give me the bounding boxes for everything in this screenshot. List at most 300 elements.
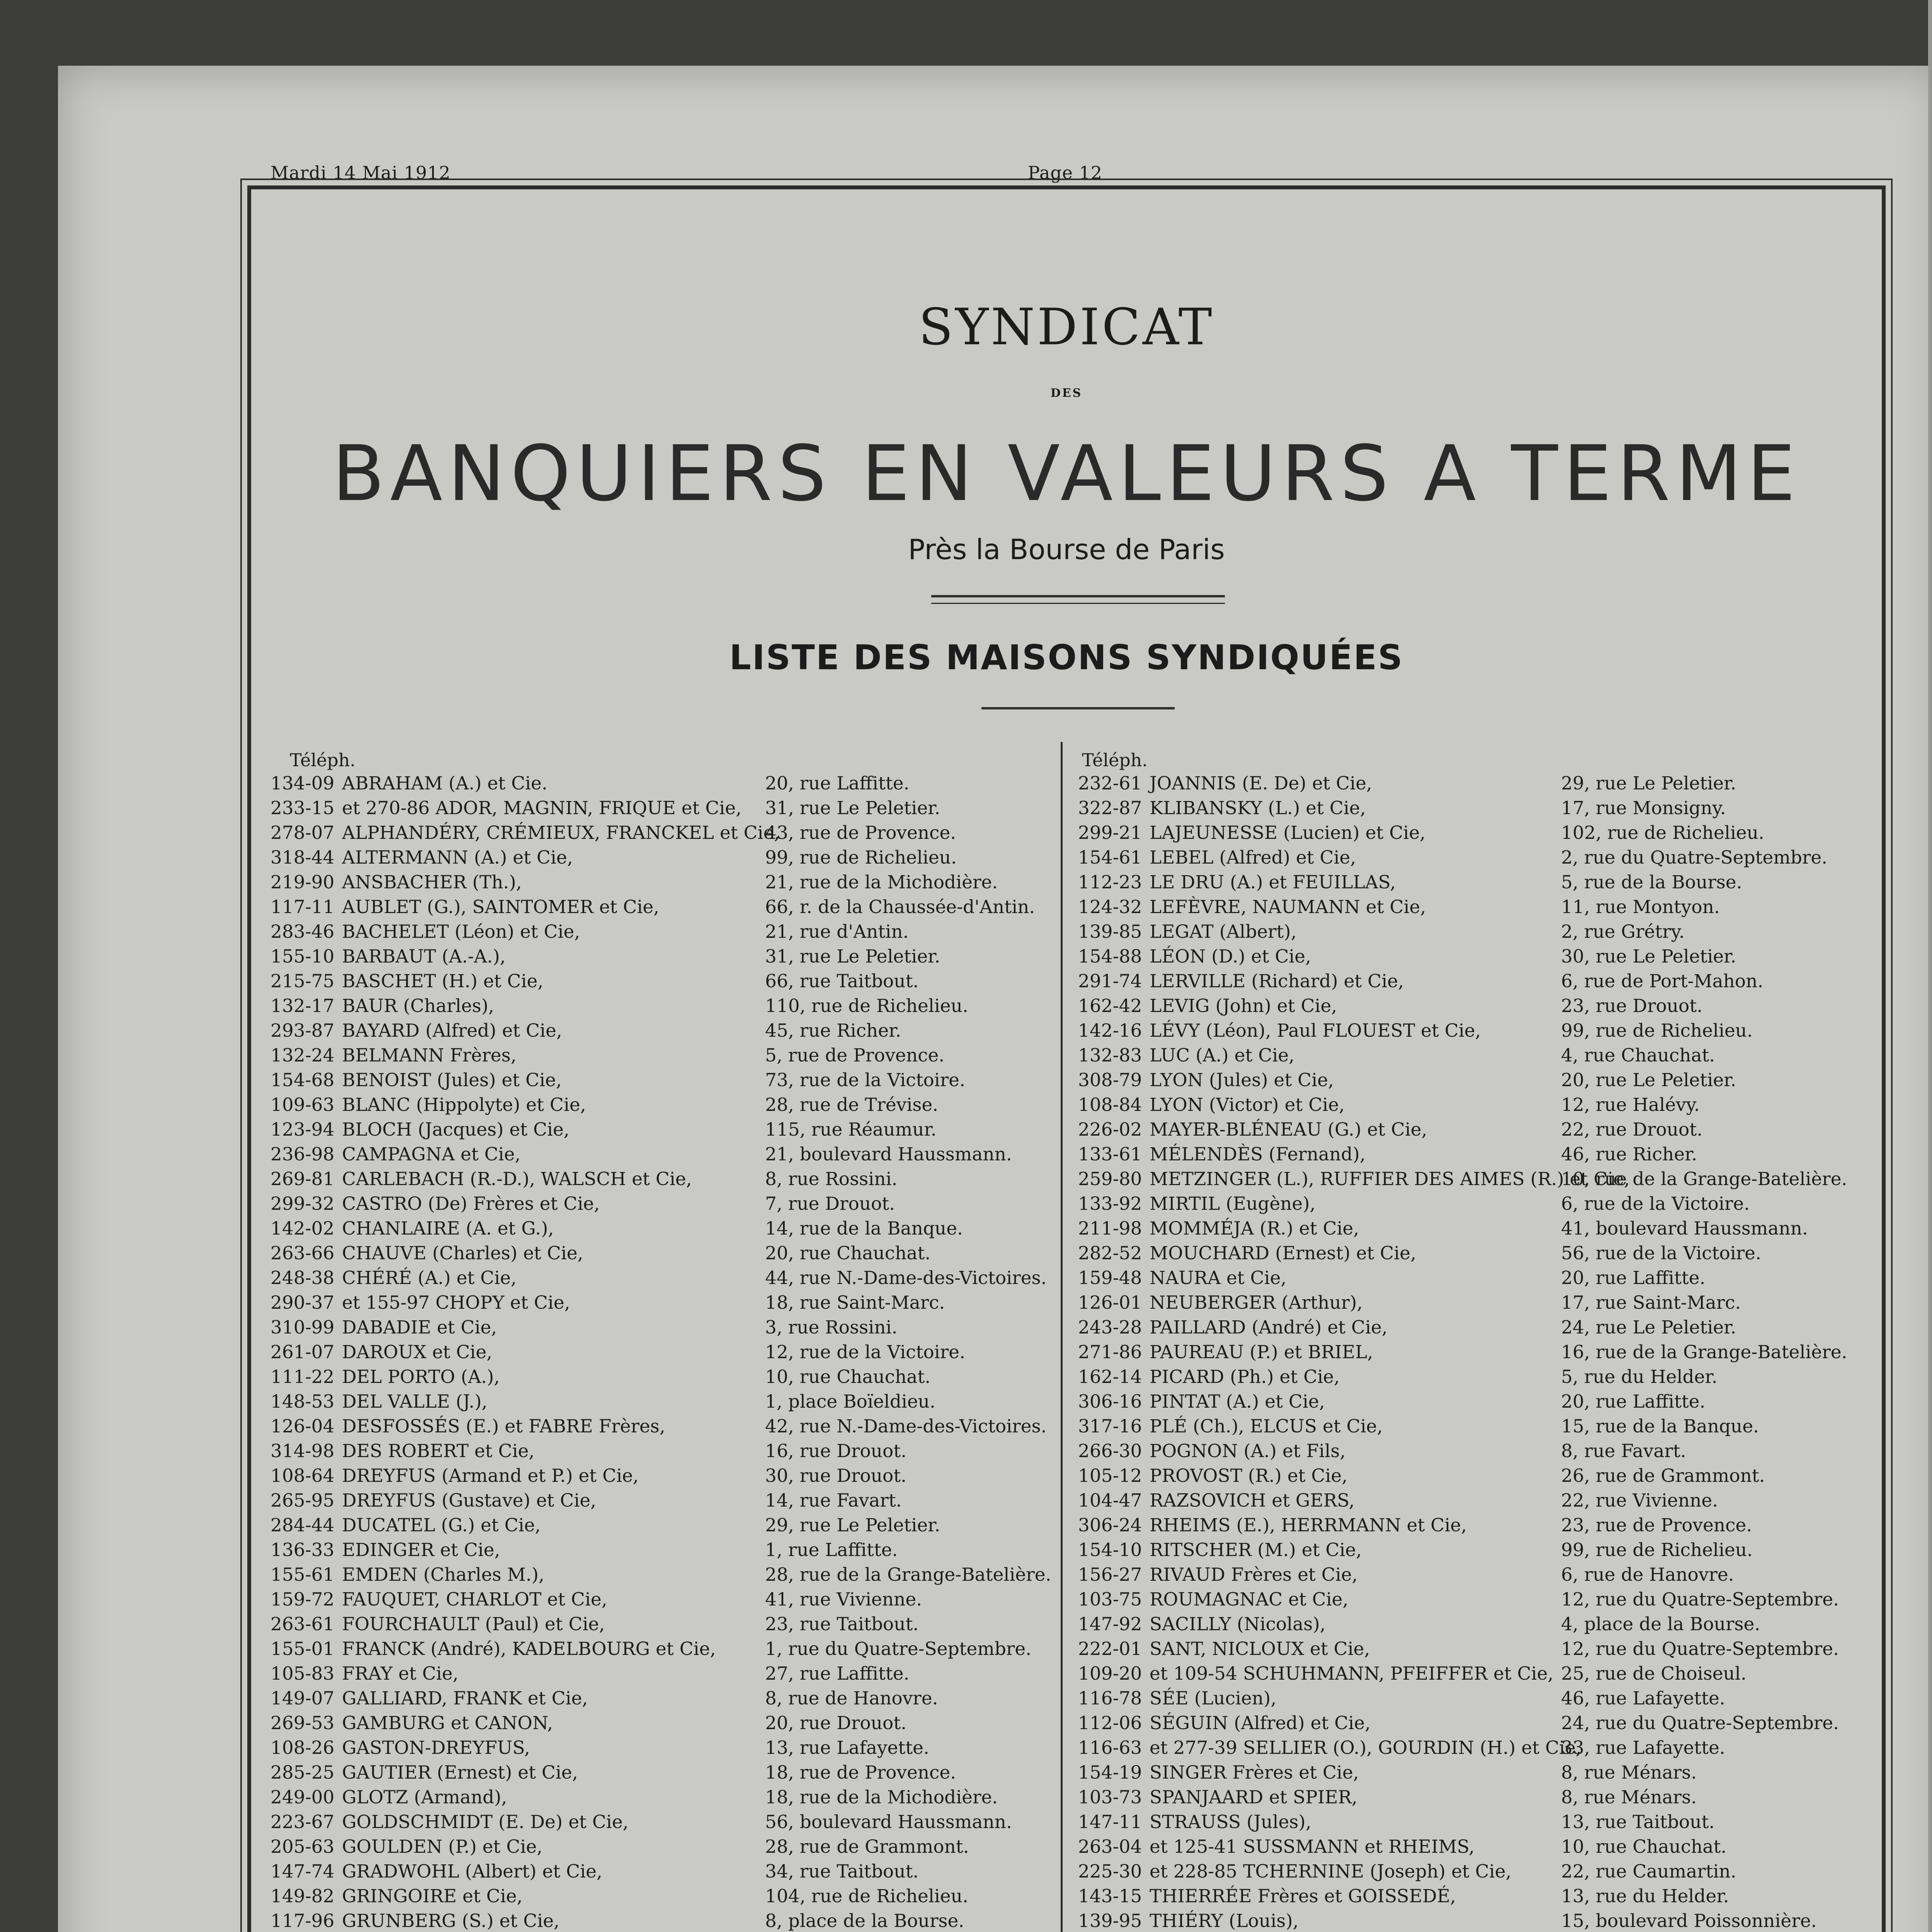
member-name: ABRAHAM (A.) et Cie.	[342, 773, 548, 794]
member-name: LUC (A.) et Cie,	[1150, 1045, 1295, 1066]
member-row	[270, 1465, 1051, 1490]
member-row	[1078, 1193, 1874, 1218]
member-name: BASCHET (H.) et Cie,	[342, 971, 544, 992]
member-address: 14, rue de la Banque.	[765, 1218, 963, 1239]
member-address: 110, rue de Richelieu.	[765, 995, 968, 1017]
member-address: 25, rue de Choiseul.	[1561, 1663, 1747, 1684]
column-header-left: Téléph.	[290, 750, 355, 770]
member-name: LÉON (D.) et Cie,	[1150, 946, 1311, 967]
member-phone: 306-24	[1078, 1515, 1142, 1536]
member-row	[1078, 1910, 1874, 1932]
member-address: 13, rue Lafayette.	[765, 1737, 929, 1759]
member-address: 6, rue de Port-Mahon.	[1561, 971, 1764, 992]
member-phone: 149-07	[270, 1688, 335, 1709]
member-address: 8, place de la Bourse.	[765, 1910, 964, 1932]
member-row	[270, 1267, 1051, 1292]
member-address: 41, rue Vivienne.	[765, 1589, 922, 1610]
member-address: 12, rue de la Victoire.	[765, 1342, 965, 1363]
member-name: FRANCK (André), KADELBOURG et Cie,	[342, 1638, 716, 1660]
member-address: 28, rue de la Grange-Batelière.	[765, 1564, 1051, 1585]
member-row	[1078, 1515, 1874, 1539]
member-name: LÉVY (Léon), Paul FLOUEST et Cie,	[1150, 1020, 1481, 1041]
member-name: LEVIG (John) et Cie,	[1150, 995, 1337, 1017]
member-row	[270, 1218, 1051, 1243]
member-address: 5, rue de Provence.	[765, 1045, 945, 1066]
member-phone: 314-98	[270, 1440, 335, 1462]
member-phone: 105-12	[1078, 1465, 1142, 1486]
member-row	[1078, 1317, 1874, 1342]
member-row	[270, 1342, 1051, 1366]
member-row	[270, 1737, 1051, 1762]
member-phone: 159-72	[270, 1589, 335, 1610]
member-row	[270, 1440, 1051, 1465]
member-row	[270, 1787, 1051, 1811]
member-phone: 266-30	[1078, 1440, 1142, 1462]
member-name: SANT, NICLOUX et Cie,	[1150, 1638, 1370, 1660]
member-name: LEBEL (Alfred) et Cie,	[1150, 847, 1356, 868]
member-name: LERVILLE (Richard) et Cie,	[1150, 971, 1404, 992]
member-row	[270, 1119, 1051, 1144]
member-phone: 156-27	[1078, 1564, 1142, 1585]
member-name: GAMBURG et CANON,	[342, 1713, 553, 1734]
member-phone: 249-00	[270, 1787, 335, 1808]
member-name: FOURCHAULT (Paul) et Cie,	[342, 1614, 605, 1635]
member-phone: 116-63	[1078, 1737, 1142, 1759]
member-row	[1078, 1861, 1874, 1886]
member-row	[270, 1292, 1051, 1317]
member-name: ANSBACHER (Th.),	[342, 872, 522, 893]
member-address: 31, rue Le Peletier.	[765, 946, 940, 967]
member-phone: 154-68	[270, 1070, 335, 1091]
member-address: 41, boulevard Haussmann.	[1561, 1218, 1808, 1239]
member-row	[1078, 1168, 1874, 1193]
member-row	[270, 773, 1051, 798]
member-row	[270, 1564, 1051, 1589]
member-phone: 109-20	[1078, 1663, 1142, 1684]
member-row	[1078, 995, 1874, 1020]
member-phone: 108-64	[270, 1465, 335, 1486]
member-name: MOUCHARD (Ernest) et Cie,	[1150, 1243, 1417, 1264]
member-row	[1078, 1342, 1874, 1366]
member-address: 33, rue Lafayette.	[1561, 1737, 1725, 1759]
member-address: 7, rue Drouot.	[765, 1193, 895, 1214]
member-address: 20, rue Laffitte.	[1561, 1391, 1706, 1412]
member-address: 2, rue du Quatre-Septembre.	[1561, 847, 1828, 868]
member-phone: 243-28	[1078, 1317, 1142, 1338]
member-phone: 225-30	[1078, 1861, 1142, 1882]
member-name: LYON (Victor) et Cie,	[1150, 1094, 1345, 1116]
member-phone: 147-11	[1078, 1811, 1142, 1833]
member-row	[1078, 1440, 1874, 1465]
title-des: DES	[1050, 386, 1083, 400]
member-phone: 136-33	[270, 1539, 335, 1561]
member-row	[1078, 1836, 1874, 1861]
member-address: 23, rue Drouot.	[1561, 995, 1703, 1017]
member-name: LEGAT (Albert),	[1150, 921, 1297, 942]
member-phone: 271-86	[1078, 1342, 1142, 1363]
member-row	[270, 847, 1051, 872]
member-row	[1078, 1045, 1874, 1070]
member-address: 20, rue Laffitte.	[765, 773, 910, 794]
member-phone: 124-32	[1078, 896, 1142, 918]
member-address: 8, rue Ménars.	[1561, 1787, 1697, 1808]
member-address: 29, rue Le Peletier.	[765, 1515, 940, 1536]
member-address: 99, rue de Richelieu.	[765, 847, 957, 868]
member-row	[1078, 1218, 1874, 1243]
title-syndicat: SYNDICAT	[918, 298, 1214, 356]
member-phone: 269-53	[270, 1713, 335, 1734]
member-phone: 117-11	[270, 896, 335, 918]
member-phone: 293-87	[270, 1020, 335, 1041]
member-row	[1078, 1886, 1874, 1910]
member-row	[270, 1243, 1051, 1267]
member-address: 8, rue Favart.	[1561, 1440, 1686, 1462]
member-address: 22, rue Vivienne.	[1561, 1490, 1718, 1511]
list-rule	[981, 707, 1175, 709]
list-title: LISTE DES MAISONS SYNDIQUÉES	[729, 638, 1404, 677]
member-address: 13, rue du Helder.	[1561, 1886, 1729, 1907]
member-name: ALPHANDÉRY, CRÉMIEUX, FRANCKEL et Cie,	[342, 822, 780, 844]
member-name: CARLEBACH (R.-D.), WALSCH et Cie,	[342, 1168, 692, 1190]
member-phone: 147-92	[1078, 1614, 1142, 1635]
member-address: 56, boulevard Haussmann.	[765, 1811, 1012, 1833]
member-phone: 211-98	[1078, 1218, 1142, 1239]
member-phone: 132-83	[1078, 1045, 1142, 1066]
member-address: 30, rue Drouot.	[765, 1465, 907, 1486]
member-phone: 263-66	[270, 1243, 335, 1264]
member-row	[1078, 1243, 1874, 1267]
member-name: EDINGER et Cie,	[342, 1539, 500, 1561]
member-name: MIRTIL (Eugène),	[1150, 1193, 1316, 1214]
member-address: 27, rue Laffitte.	[765, 1663, 910, 1684]
member-name: BLANC (Hippolyte) et Cie,	[342, 1094, 586, 1116]
member-address: 22, rue Caumartin.	[1561, 1861, 1736, 1882]
member-row	[1078, 1391, 1874, 1416]
member-address: 18, rue de Provence.	[765, 1762, 956, 1783]
member-row	[270, 896, 1051, 921]
member-row	[1078, 1564, 1874, 1589]
member-row	[1078, 971, 1874, 995]
member-row	[270, 921, 1051, 946]
member-address: 8, rue Rossini.	[765, 1168, 898, 1190]
member-name: DAROUX et Cie,	[342, 1342, 492, 1363]
member-name: BELMANN Frères,	[342, 1045, 517, 1066]
member-list-right	[1078, 773, 1874, 1932]
member-row	[270, 1416, 1051, 1440]
member-phone: 154-61	[1078, 847, 1142, 868]
member-row	[1078, 1070, 1874, 1094]
member-name: GOLDSCHMIDT (E. De) et Cie,	[342, 1811, 629, 1833]
member-name: CHANLAIRE (A. et G.),	[342, 1218, 554, 1239]
member-phone: 133-92	[1078, 1193, 1142, 1214]
member-name: PLÉ (Ch.), ELCUS et Cie,	[1150, 1416, 1383, 1437]
member-name: RIVAUD Frères et Cie,	[1150, 1564, 1358, 1585]
member-phone: 154-10	[1078, 1539, 1142, 1561]
member-phone: 105-83	[270, 1663, 335, 1684]
member-address: 12, rue Halévy.	[1561, 1094, 1700, 1116]
member-phone: 149-82	[270, 1886, 335, 1907]
member-address: 21, rue de la Michodière.	[765, 872, 998, 893]
member-name: et 109-54 SCHUHMANN, PFEIFFER et Cie,	[1150, 1663, 1554, 1684]
member-name: RITSCHER (M.) et Cie,	[1150, 1539, 1362, 1561]
member-phone: 299-32	[270, 1193, 335, 1214]
member-name: ALTERMANN (A.) et Cie,	[342, 847, 573, 868]
member-row	[1078, 1094, 1874, 1119]
member-address: 34, rue Taitbout.	[765, 1861, 919, 1882]
member-name: STRAUSS (Jules),	[1150, 1811, 1311, 1833]
member-address: 18, rue de la Michodière.	[765, 1787, 998, 1808]
member-address: 15, rue de la Banque.	[1561, 1416, 1759, 1437]
member-name: BENOIST (Jules) et Cie,	[342, 1070, 562, 1091]
member-phone: 155-01	[270, 1638, 335, 1660]
member-phone: 155-61	[270, 1564, 335, 1585]
member-name: JOANNIS (E. De) et Cie,	[1150, 773, 1372, 794]
member-address: 2, rue Grétry.	[1561, 921, 1685, 942]
member-name: LAJEUNESSE (Lucien) et Cie,	[1150, 822, 1426, 844]
member-name: ROUMAGNAC et Cie,	[1150, 1589, 1349, 1610]
member-phone: 104-47	[1078, 1490, 1142, 1511]
member-address: 12, rue du Quatre-Septembre.	[1561, 1589, 1839, 1610]
member-row	[1078, 1465, 1874, 1490]
member-name: PAUREAU (P.) et BRIEL,	[1150, 1342, 1373, 1363]
member-phone: 117-96	[270, 1910, 335, 1932]
member-row	[1078, 921, 1874, 946]
member-name: FAUQUET, CHARLOT et Cie,	[342, 1589, 607, 1610]
title-main: BANQUIERS EN VALEURS A TERME	[332, 429, 1801, 518]
member-address: 22, rue Drouot.	[1561, 1119, 1703, 1140]
member-name: RAZSOVICH et GERS,	[1150, 1490, 1355, 1511]
member-name: GRINGOIRE et Cie,	[342, 1886, 523, 1907]
member-row	[270, 1638, 1051, 1663]
member-row	[270, 1910, 1051, 1932]
member-row	[1078, 1539, 1874, 1564]
member-phone: 223-67	[270, 1811, 335, 1833]
member-address: 11, rue Montyon.	[1561, 896, 1720, 918]
member-row	[270, 1490, 1051, 1515]
member-row	[270, 1045, 1051, 1070]
member-address: 23, rue de Provence.	[1561, 1515, 1752, 1536]
member-address: 26, rue de Grammont.	[1561, 1465, 1765, 1486]
member-name: LEFÈVRE, NAUMANN et Cie,	[1150, 896, 1426, 918]
member-phone: 248-38	[270, 1267, 335, 1289]
member-address: 21, rue d'Antin.	[765, 921, 909, 942]
member-name: GLOTZ (Armand),	[342, 1787, 507, 1808]
member-phone: 132-24	[270, 1045, 335, 1066]
member-name: BARBAUT (A.-A.),	[342, 946, 506, 967]
member-row	[1078, 946, 1874, 971]
member-address: 10, rue Chauchat.	[1561, 1836, 1727, 1857]
member-row	[270, 872, 1051, 896]
member-name: DEL PORTO (A.),	[342, 1366, 500, 1388]
member-name: CHAUVE (Charles) et Cie,	[342, 1243, 583, 1264]
member-list-left	[270, 773, 1051, 1932]
member-row	[270, 1539, 1051, 1564]
member-row	[270, 1070, 1051, 1094]
member-phone: 308-79	[1078, 1070, 1142, 1091]
member-address: 56, rue de la Victoire.	[1561, 1243, 1761, 1264]
member-row	[270, 946, 1051, 971]
member-address: 28, rue de Grammont.	[765, 1836, 969, 1857]
member-phone: 265-95	[270, 1490, 335, 1511]
member-address: 18, rue Saint-Marc.	[765, 1292, 945, 1313]
member-row	[1078, 1589, 1874, 1614]
member-row	[1078, 1119, 1874, 1144]
member-row	[270, 1886, 1051, 1910]
member-row	[1078, 1614, 1874, 1638]
member-name: DESFOSSÉS (E.) et FABRE Frères,	[342, 1416, 665, 1437]
member-phone: 310-99	[270, 1317, 335, 1338]
member-row	[270, 1861, 1051, 1886]
member-name: EMDEN (Charles M.),	[342, 1564, 544, 1585]
member-row	[1078, 847, 1874, 872]
member-address: 30, rue Le Peletier.	[1561, 946, 1736, 967]
member-phone: 112-23	[1078, 872, 1142, 893]
member-name: GALLIARD, FRANK et Cie,	[342, 1688, 588, 1709]
member-name: et 270-86 ADOR, MAGNIN, FRIQUE et Cie,	[342, 798, 742, 819]
member-address: 99, rue de Richelieu.	[1561, 1020, 1753, 1041]
member-name: SINGER Frères et Cie,	[1150, 1762, 1359, 1783]
member-address: 13, rue Taitbout.	[1561, 1811, 1715, 1833]
member-name: MAYER-BLÉNEAU (G.) et Cie,	[1150, 1119, 1427, 1140]
member-row	[270, 1713, 1051, 1737]
member-row	[270, 1366, 1051, 1391]
member-name: PICARD (Ph.) et Cie,	[1150, 1366, 1340, 1388]
column-header-right: Téléph.	[1082, 750, 1148, 770]
member-name: et 125-41 SUSSMANN et RHEIMS,	[1150, 1836, 1475, 1857]
member-phone: 261-07	[270, 1342, 335, 1363]
member-address: 29, rue Le Peletier.	[1561, 773, 1736, 794]
member-name: SÉGUIN (Alfred) et Cie,	[1150, 1713, 1371, 1734]
member-row	[1078, 1416, 1874, 1440]
member-phone: 269-81	[270, 1168, 335, 1190]
member-name: PINTAT (A.) et Cie,	[1150, 1391, 1325, 1412]
member-address: 4, rue Chauchat.	[1561, 1045, 1715, 1066]
member-phone: 306-16	[1078, 1391, 1142, 1412]
member-name: SPANJAARD et SPIER,	[1150, 1787, 1357, 1808]
member-phone: 108-84	[1078, 1094, 1142, 1116]
member-phone: 116-78	[1078, 1688, 1142, 1709]
member-name: PAILLARD (André) et Cie,	[1150, 1317, 1388, 1338]
header-date: Mardi 14 Mai 1912	[270, 162, 451, 183]
member-row	[270, 1663, 1051, 1688]
member-row	[1078, 773, 1874, 798]
member-row	[270, 1094, 1051, 1119]
member-name: DUCATEL (G.) et Cie,	[342, 1515, 541, 1536]
member-phone: 134-09	[270, 773, 335, 794]
member-row	[270, 971, 1051, 995]
member-address: 16, rue Drouot.	[765, 1440, 907, 1462]
member-phone: 103-75	[1078, 1589, 1142, 1610]
member-address: 20, rue Chauchat.	[765, 1243, 931, 1264]
member-address: 1, rue du Quatre-Septembre.	[765, 1638, 1032, 1660]
member-phone: 284-44	[270, 1515, 335, 1536]
member-name: NEUBERGER (Arthur),	[1150, 1292, 1363, 1313]
member-address: 99, rue de Richelieu.	[1561, 1539, 1753, 1561]
member-address: 46, rue Lafayette.	[1561, 1688, 1725, 1709]
member-phone: 290-37	[270, 1292, 335, 1313]
member-row	[1078, 1020, 1874, 1045]
member-address: 24, rue Le Peletier.	[1561, 1317, 1736, 1338]
member-name: BLOCH (Jacques) et Cie,	[342, 1119, 570, 1140]
member-name: DABADIE et Cie,	[342, 1317, 497, 1338]
member-phone: 283-46	[270, 921, 335, 942]
member-address: 24, rue du Quatre-Septembre.	[1561, 1713, 1839, 1734]
member-row	[270, 1193, 1051, 1218]
member-phone: 139-85	[1078, 921, 1142, 942]
member-address: 20, rue Laffitte.	[1561, 1267, 1706, 1289]
member-name: SACILLY (Nicolas),	[1150, 1614, 1326, 1635]
member-phone: 162-14	[1078, 1366, 1142, 1388]
member-address: 20, rue Drouot.	[765, 1713, 907, 1734]
member-address: 31, rue Le Peletier.	[765, 798, 940, 819]
member-phone: 154-88	[1078, 946, 1142, 967]
member-phone: 155-10	[270, 946, 335, 967]
member-address: 8, rue de Hanovre.	[765, 1688, 938, 1709]
title-sub: Près la Bourse de Paris	[908, 533, 1225, 566]
member-name: DREYFUS (Armand et P.) et Cie,	[342, 1465, 639, 1486]
member-phone: 317-16	[1078, 1416, 1142, 1437]
member-row	[270, 1391, 1051, 1416]
member-address: 6, rue de Hanovre.	[1561, 1564, 1734, 1585]
member-phone: 263-04	[1078, 1836, 1142, 1857]
member-phone: 123-94	[270, 1119, 335, 1140]
header-page: Page 12	[1028, 162, 1103, 183]
member-name: BACHELET (Léon) et Cie,	[342, 921, 580, 942]
member-address: 10, rue Chauchat.	[765, 1366, 931, 1388]
member-row	[1078, 1638, 1874, 1663]
member-name: GRADWOHL (Albert) et Cie,	[342, 1861, 602, 1882]
member-phone: 215-75	[270, 971, 335, 992]
member-name: PROVOST (R.) et Cie,	[1150, 1465, 1348, 1486]
member-phone: 236-98	[270, 1144, 335, 1165]
member-name: DES ROBERT et Cie,	[342, 1440, 535, 1462]
member-address: 66, r. de la Chaussée-d'Antin.	[765, 896, 1035, 918]
member-name: MOMMÉJA (R.) et Cie,	[1150, 1218, 1359, 1239]
member-name: et 277-39 SELLIER (O.), GOURDIN (H.) et Cie,	[1150, 1737, 1582, 1759]
member-address: 1, place Boïeldieu.	[765, 1391, 935, 1412]
member-row	[270, 1589, 1051, 1614]
member-phone: 282-52	[1078, 1243, 1142, 1264]
member-address: 12, rue du Quatre-Septembre.	[1561, 1638, 1839, 1660]
member-row	[270, 1762, 1051, 1787]
member-name: NAURA et Cie,	[1150, 1267, 1287, 1289]
member-row	[1078, 822, 1874, 847]
member-name: THIERRÉE Frères et GOISSEDÉ,	[1150, 1886, 1456, 1907]
member-phone: 142-16	[1078, 1020, 1142, 1041]
member-row	[1078, 1490, 1874, 1515]
member-name: DREYFUS (Gustave) et Cie,	[342, 1490, 596, 1511]
member-name: et 155-97 CHOPY et Cie,	[342, 1292, 570, 1313]
member-name: et 228-85 TCHERNINE (Joseph) et Cie,	[1150, 1861, 1512, 1882]
member-address: 17, rue Monsigny.	[1561, 798, 1726, 819]
member-name: THIÉRY (Louis),	[1150, 1910, 1299, 1932]
member-name: GASTON-DREYFUS,	[342, 1737, 530, 1759]
member-phone: 232-61	[1078, 773, 1142, 794]
member-phone: 318-44	[270, 847, 335, 868]
member-phone: 148-53	[270, 1391, 335, 1412]
member-address: 20, rue Le Peletier.	[1561, 1070, 1736, 1091]
member-name: LE DRU (A.) et FEUILLAS,	[1150, 872, 1396, 893]
member-row	[270, 1317, 1051, 1342]
member-address: 6, rue de la Victoire.	[1561, 1193, 1750, 1214]
member-row	[270, 1688, 1051, 1713]
member-row	[1078, 1267, 1874, 1292]
member-row	[270, 1144, 1051, 1168]
member-phone: 142-02	[270, 1218, 335, 1239]
member-row	[1078, 1737, 1874, 1762]
member-name: GRUNBERG (S.) et Cie,	[342, 1910, 560, 1932]
member-name: SÉE (Lucien),	[1150, 1688, 1277, 1709]
